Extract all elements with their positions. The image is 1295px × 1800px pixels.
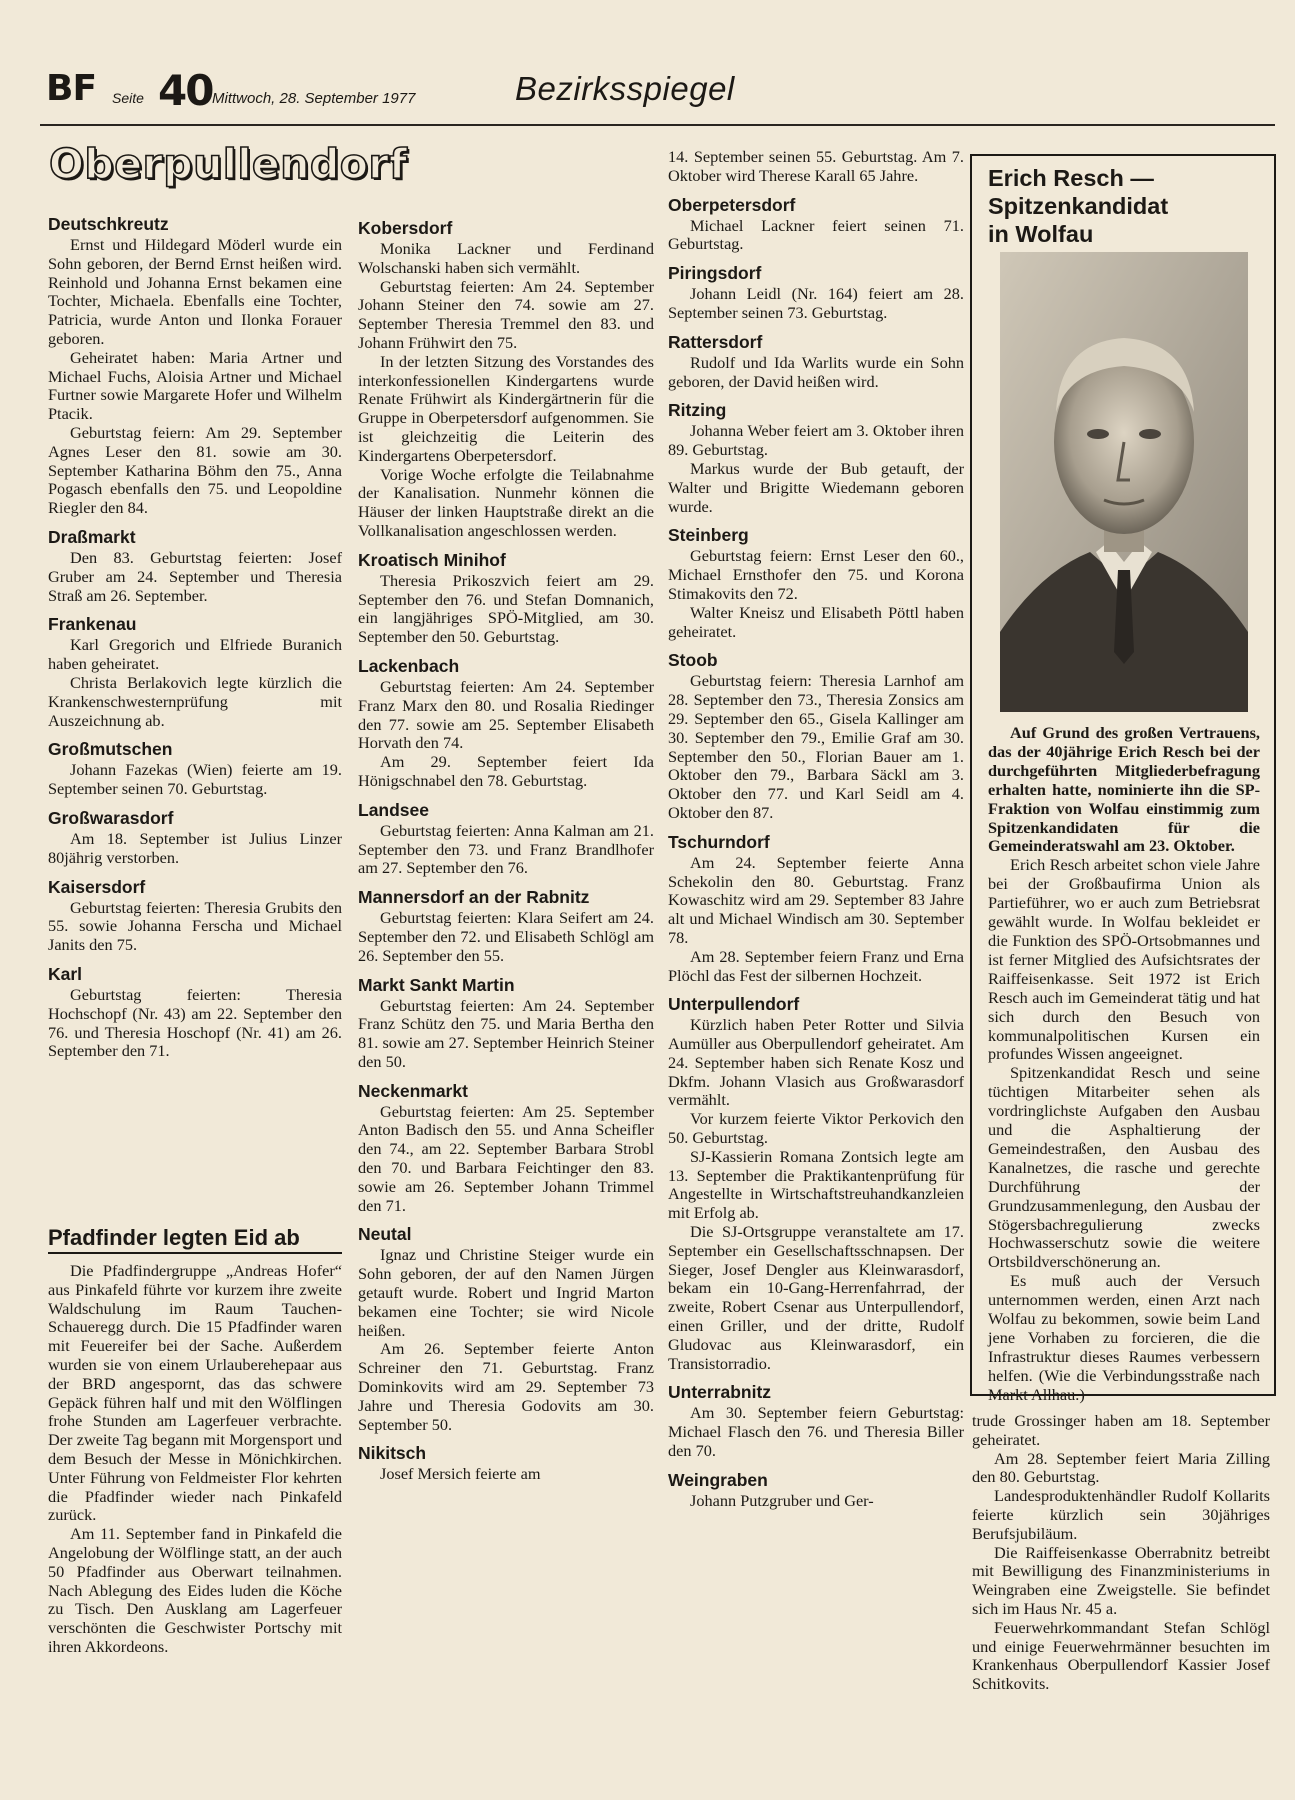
town-heading-unterpullendorf: Unterpullendorf: [668, 994, 800, 1015]
news-paragraph: Geburtstag feierten: Am 24. September Franz Marx den 80. und Rosalia Riedinger den 77. sowie am 25. September Elisabeth Horvath den 74.: [358, 676, 654, 753]
news-paragraph: Am 30. September feiern Geburtstag: Michael Flasch den 76. und Theresia Biller den 70.: [668, 1403, 964, 1461]
scouts-body: [48, 1262, 342, 1657]
news-paragraph: Vorige Woche erfolgte die Teilabnahme der Kanalisation. Nunmehr können die Häuser der linken Hauptstraße direkt an die Vollkanalisation angeschlossen werden.: [358, 464, 654, 540]
news-paragraph: Karl Gregorich und Elfriede Buranich haben geheiratet.: [48, 635, 342, 674]
column-3: [668, 148, 964, 1511]
news-paragraph: Vor kurzem feierte Viktor Perkovich den 50. Geburtstag.: [668, 1109, 964, 1148]
news-paragraph: Johanna Weber feiert am 3. Oktober ihren 89. Geburtstag.: [668, 421, 964, 460]
candidate-title-line-3: in Wolfau: [988, 221, 1094, 247]
town-heading-lackenbach: Lackenbach: [358, 655, 460, 676]
page-number: 40: [158, 66, 213, 115]
section-title: Bezirksspiegel: [515, 70, 735, 107]
town-heading-rattersdorf: Rattersdorf: [668, 331, 763, 352]
news-paragraph: Josef Mersich feierte am: [380, 1464, 541, 1484]
news-paragraph: Monika Lackner und Ferdinand Wolschanski haben sich vermählt.: [358, 239, 654, 277]
news-paragraph: Geburtstag feierten: Am 24. September Johann Steiner den 74. sowie am 27. September Theresia Tremmel den 83. und Johann Frühwirt den 75.: [358, 276, 654, 352]
news-paragraph: Kürzlich haben Peter Rotter und Silvia Aumüller aus Oberpullendorf geheiratet. Am 24. September haben sich Renate Kosz und Dkfm. Johann Vlasich aus Großwarasdorf vermählt.: [668, 1015, 964, 1110]
candidate-box: [970, 154, 1276, 1404]
news-paragraph: Am 29. September feiert Ida Hönigschnabel den 78. Geburtstag.: [358, 752, 654, 790]
town-heading-ritzing: Ritzing: [668, 400, 727, 421]
news-paragraph: Christa Berlakovich legte kürzlich die Krankenschwesternprüfung mit Auszeichnung ab.: [48, 672, 342, 730]
article-paragraph: Erich Resch arbeitet schon viele Jahre bei der Großbaufirma Union als Partieführer, wo er auch zum Betriebsrat gewählt wurde. In Wolfau bekleidet er die Funktion des SPÖ-Ortsobmannes und ist ferner Mitglied des Aufsichtsrates der Raiffeisenkasse. Seit 1972 ist Erich Resch auch im Gemeinderat tätig und hat sich durch den Besuch von kommunalpolitischen Kursen ein profundes Wissen angeeignet.: [988, 855, 1260, 1064]
news-paragraph: Geburtstag feierten: Theresia Grubits den 55. sowie Johanna Ferscha und Michael Janits den 75.: [48, 897, 342, 955]
news-paragraph: In der letzten Sitzung des Vorstandes des interkonfessionellen Kindergartens wurde Renate Frühwirt als Kindergärtnerin für die Gruppe in Oberpetersdorf aufgenommen. Sie ist gleichzeitig die Leiterin des Kindergartens Oberpetersdorf.: [358, 351, 654, 465]
town-heading-kobersdorf: Kobersdorf: [358, 218, 453, 238]
candidate-article: [988, 724, 1260, 1405]
town-heading-neckenmarkt: Neckenmarkt: [358, 1080, 468, 1101]
town-heading-karl: Karl: [48, 963, 83, 984]
news-paragraph: Geburtstag feierten: Theresia Hochschopf (Nr. 43) am 22. September den 76. und Theresia Hoschopf (Nr. 41) am 26. September den 71.: [48, 984, 342, 1061]
article-paragraph: Die Pfadfindergruppe „Andreas Hofer“ aus Pinkafeld führte vor kurzem ihre zweite Waldschulung im Raum Tauchen-Schaueregg durch. Die 15 Pfadfinder waren mit Feuereifer bei der Sache. Außerdem wurden sie von einem Urlauberehepaar aus der BRD angespornt, das das schwere Gepäck führen half und mit den Wölflingen frohe Stunden am Lagerfeuer verbrachte. Der zweite Tag begann mit Morgensport und dem Besuch der Messe in Mönichkirchen. Unter Führung von Feldmeister Flor kehrten die Pfadfinder wieder nach Pinkafeld zurück.: [48, 1261, 342, 1525]
news-paragraph: Geburtstag feierten: Klara Seifert am 24. September den 72. und Elisabeth Schlögl am 26. September den 55.: [358, 908, 654, 965]
news-paragraph: Johann Fazekas (Wien) feierte am 19. September seinen 70. Geburtstag.: [48, 760, 342, 799]
news-paragraph: 14. September seinen 55. Geburtstag. Am 7. Oktober wird Therese Karall 65 Jahre.: [668, 147, 964, 185]
scouts-article: [48, 1226, 342, 1657]
news-paragraph: Geheiratet haben: Maria Artner und Michael Fuchs, Aloisia Artner und Michael Furtner sowie Margarete Hofer und Wilhelm Ptacik.: [48, 347, 342, 424]
news-paragraph: Am 28. September feiert Maria Zilling den 80. Geburtstag.: [972, 1448, 1270, 1487]
news-paragraph: Am 24. September feierte Anna Schekolin den 80. Geburtstag. Franz Kowaschitz wird am 29. September 83 Jahre alt und Michael Windisch am 30. September 78.: [668, 852, 964, 947]
masthead-rule: [40, 124, 1275, 126]
town-heading-drassmarkt: Draßmarkt: [48, 526, 136, 547]
article-paragraph: Am 11. September fand in Pinkafeld die Angelobung der Wölflinge statt, an der auch 50 Pfadfinder aus Oberwart teilnahmen. Nach Ablegung des Eides luden die Köche zu Tisch. Den Ausklang am Lagerfeuer verschönten die Geschwister Portschy mit ihren Akkordeons.: [48, 1524, 342, 1656]
candidate-title: [988, 164, 1258, 248]
candidate-title-line-1: Erich Resch —: [988, 165, 1154, 191]
news-paragraph: Michael Lackner feiert seinen 71. Geburtstag.: [668, 215, 964, 254]
news-paragraph: Geburtstag feierten: Anna Kalman am 21. September den 73. und Franz Brandlhofer am 27. September den 76.: [358, 820, 654, 878]
news-paragraph: Geburtstag feiern: Am 29. September Agnes Leser den 81. sowie am 30. September Katharina Böhm den 75., Anna Pogasch ebenfalls den 75. und Leopoldine Riegler den 84.: [48, 422, 342, 518]
news-paragraph: Den 83. Geburtstag feierten: Josef Gruber am 24. September und Theresia Straß am 26. September.: [48, 547, 342, 605]
news-paragraph: Rudolf und Ida Warlits wurde ein Sohn geboren, der David heißen wird.: [668, 352, 964, 391]
column-1: [48, 213, 342, 1061]
town-heading-markt-sankt-martin: Markt Sankt Martin: [358, 974, 515, 995]
town-heading-mannersdorf-an-der-rabnitz: Mannersdorf an der Rabnitz: [358, 887, 590, 908]
town-heading-tschurndorf: Tschurndorf: [668, 831, 770, 852]
newspaper-logo: BF: [46, 68, 97, 109]
town-heading-oberpetersdorf: Oberpetersdorf: [668, 194, 796, 215]
page-label: Seite: [112, 90, 144, 106]
news-paragraph: Geburtstag feierten: Am 25. September Anton Badisch den 55. und Anna Scheifler den 74., am 22. September Barbara Strobl den 70. und Barbara Feichtinger den 83. sowie am 26. September Johann Trimmel den 71.: [358, 1101, 654, 1215]
news-paragraph: Die Raiffeisenkasse Oberrabnitz betreibt mit Bewilligung des Finanzministeriums in Weingraben eine Zweigstelle. Sie befindet sich im Haus Nr. 45 a.: [972, 1542, 1270, 1618]
town-heading-piringsdorf: Piringsdorf: [668, 263, 762, 284]
column-4: [972, 1412, 1270, 1694]
news-paragraph: Johann Leidl (Nr. 164) feiert am 28. September seinen 73. Geburtstag.: [668, 284, 964, 322]
town-heading-landsee: Landsee: [358, 799, 429, 820]
news-paragraph: Walter Kneisz und Elisabeth Pöttl haben geheiratet.: [668, 602, 964, 641]
scouts-headline-rule: [48, 1252, 342, 1254]
masthead: [40, 62, 1280, 122]
news-paragraph: SJ-Kassierin Romana Zontsich legte am 13. September die Praktikantenprüfung für Angestellte in Wirtschaftstreuhandkanzleien mit Erfolg ab.: [668, 1146, 964, 1223]
news-paragraph: Landesproduktenhändler Rudolf Kollarits feierte kürzlich sein 30jähriges Berufsjubiläum.: [972, 1486, 1270, 1543]
town-heading-grossmutschen: Großmutschen: [48, 739, 173, 760]
news-paragraph: Geburtstag feiern: Ernst Leser den 60., Michael Ernsthofer den 75. und Korona Stimakovits den 72.: [668, 546, 964, 603]
issue-date: Mittwoch, 28. September 1977: [212, 90, 416, 107]
article-paragraph: Es muß auch der Versuch unternommen werden, einen Arzt nach Wolfau zu bekommen, sowie beim Land jene Vorhaben zu forcieren, die die Infrastruktur dieses Raumes verbessern helfen. (Wie die Verbindungsstraße nach Markt Allhau.): [988, 1271, 1260, 1404]
news-paragraph: Ignaz und Christine Steiger wurde ein Sohn geboren, der auf den Namen Jürgen getauft wurde. Robert und Ingrid Marton bekamen eine Tochter; sie wird Nicole heißen.: [358, 1245, 654, 1340]
town-heading-kaisersdorf: Kaisersdorf: [48, 876, 146, 897]
news-paragraph: Am 28. September feiern Franz und Erna Plöchl das Fest der silbernen Hochzeit.: [668, 946, 964, 985]
town-heading-frankenau: Frankenau: [48, 614, 137, 635]
town-heading-neutal: Neutal: [358, 1224, 412, 1245]
news-paragraph: trude Grossinger haben am 18. September geheiratet.: [972, 1411, 1270, 1449]
news-paragraph: Die SJ-Ortsgruppe veranstaltete am 17. September ein Gesellschaftsschnapsen. Der Sieger, Josef Dengler aus Kleinwarasdorf, bekam ein 10-Gang-Herrenfahrrad, der zweite, Robert Csenar aus Unterpullendorf, einen Griller, und der dritte, Rudolf Gludovac aus Kleinwarasdorf, ein Transistorradio.: [668, 1222, 964, 1373]
article-paragraph: Spitzenkandidat Resch und seine tüchtigen Mitarbeiter sehen als vordringlichste Aufgaben den Ausbau und die Asphaltierung der Gemeindestraßen, den Ausbau des Kanalnetzes, die rasche und gerechte Durchführung der Grundzusammenlegung, den Ausbau der Stögersbachregulierung zwecks Hochwasserschutz sowie die weitere Ortsbildverschönerung an.: [988, 1063, 1260, 1272]
candidate-portrait: [1000, 252, 1248, 712]
town-heading-unterrabnitz: Unterrabnitz: [668, 1382, 772, 1403]
town-heading-nikitsch: Nikitsch: [358, 1443, 427, 1464]
town-heading-steinberg: Steinberg: [668, 525, 749, 546]
news-paragraph: Johann Putzgruber und Ger-: [690, 1490, 874, 1510]
scouts-headline: Pfadfinder legten Eid ab: [48, 1225, 300, 1250]
district-title-text: Oberpullendorf: [49, 140, 408, 188]
news-paragraph: Feuerwehrkommandant Stefan Schlögl und einige Feuerwehrmänner besuchten im Krankenhaus Oberpullendorf Kassier Josef Schitkovits.: [972, 1617, 1270, 1694]
candidate-lead: Auf Grund des großen Vertrauens, das der 40jährige Erich Resch bei der durchgeführten Mitgliederbefragung erhalten hatte, nominierte ihn die SP-Fraktion von Wolfau einstimmig zum Spitzenkandidaten für die Gemeinderatswahl am 23. Oktober.: [988, 723, 1260, 856]
town-heading-grosswarasdorf: Großwarasdorf: [48, 807, 174, 828]
news-paragraph: Ernst und Hildegard Möderl wurde ein Sohn geboren, der Bernd Ernst heißen wird. Reinhold und Johanna Ernst bekamen eine Tochter, Michaela. Ebenfalls eine Tochter, Patricia, wurde Anton und Ilonka Forauer geboren.: [48, 235, 342, 348]
district-title: [47, 140, 408, 200]
column-2: [358, 217, 654, 1484]
candidate-body: [988, 856, 1260, 1404]
news-paragraph: Markus wurde der Bub getauft, der Walter und Brigitte Wiedemann geboren wurde.: [668, 458, 964, 516]
news-paragraph: Geburtstag feiern: Theresia Larnhof am 28. September den 73., Theresia Zonsics am 29. September den 65., Gisela Kallinger am 30. September den 79., Emilie Graf am 30. September den 50., Florian Bauer am 1. Oktober den 79., Barbara Säckl am 3. Oktober den 77. und Karl Seidl am 4. Oktober den 87.: [668, 671, 964, 822]
news-paragraph: Am 18. September ist Julius Linzer 80jährig verstorben.: [48, 828, 342, 867]
town-heading-stoob: Stoob: [668, 650, 718, 671]
candidate-title-line-2: Spitzenkandidat: [988, 193, 1169, 219]
town-heading-weingraben: Weingraben: [668, 1469, 768, 1490]
news-paragraph: Geburtstag feierten: Am 24. September Franz Schütz den 75. und Maria Bertha den 81. sowie am 27. September Heinrich Steiner den 50.: [358, 995, 654, 1071]
town-heading-kroatisch-minihof: Kroatisch Minihof: [358, 549, 506, 570]
town-heading-deutschkreutz: Deutschkreutz: [48, 214, 169, 234]
news-paragraph: Am 26. September feierte Anton Schreiner den 71. Geburtstag. Franz Dominkovits wird am 29. September 73 Jahre und Theresia Godovits am 30. September 50.: [358, 1339, 654, 1434]
news-paragraph: Theresia Prikoszvich feiert am 29. September den 76. und Stefan Domnanich, ein langjähriges SPÖ-Mitglied, am 30. September den 50. Geburtstag.: [358, 570, 654, 647]
